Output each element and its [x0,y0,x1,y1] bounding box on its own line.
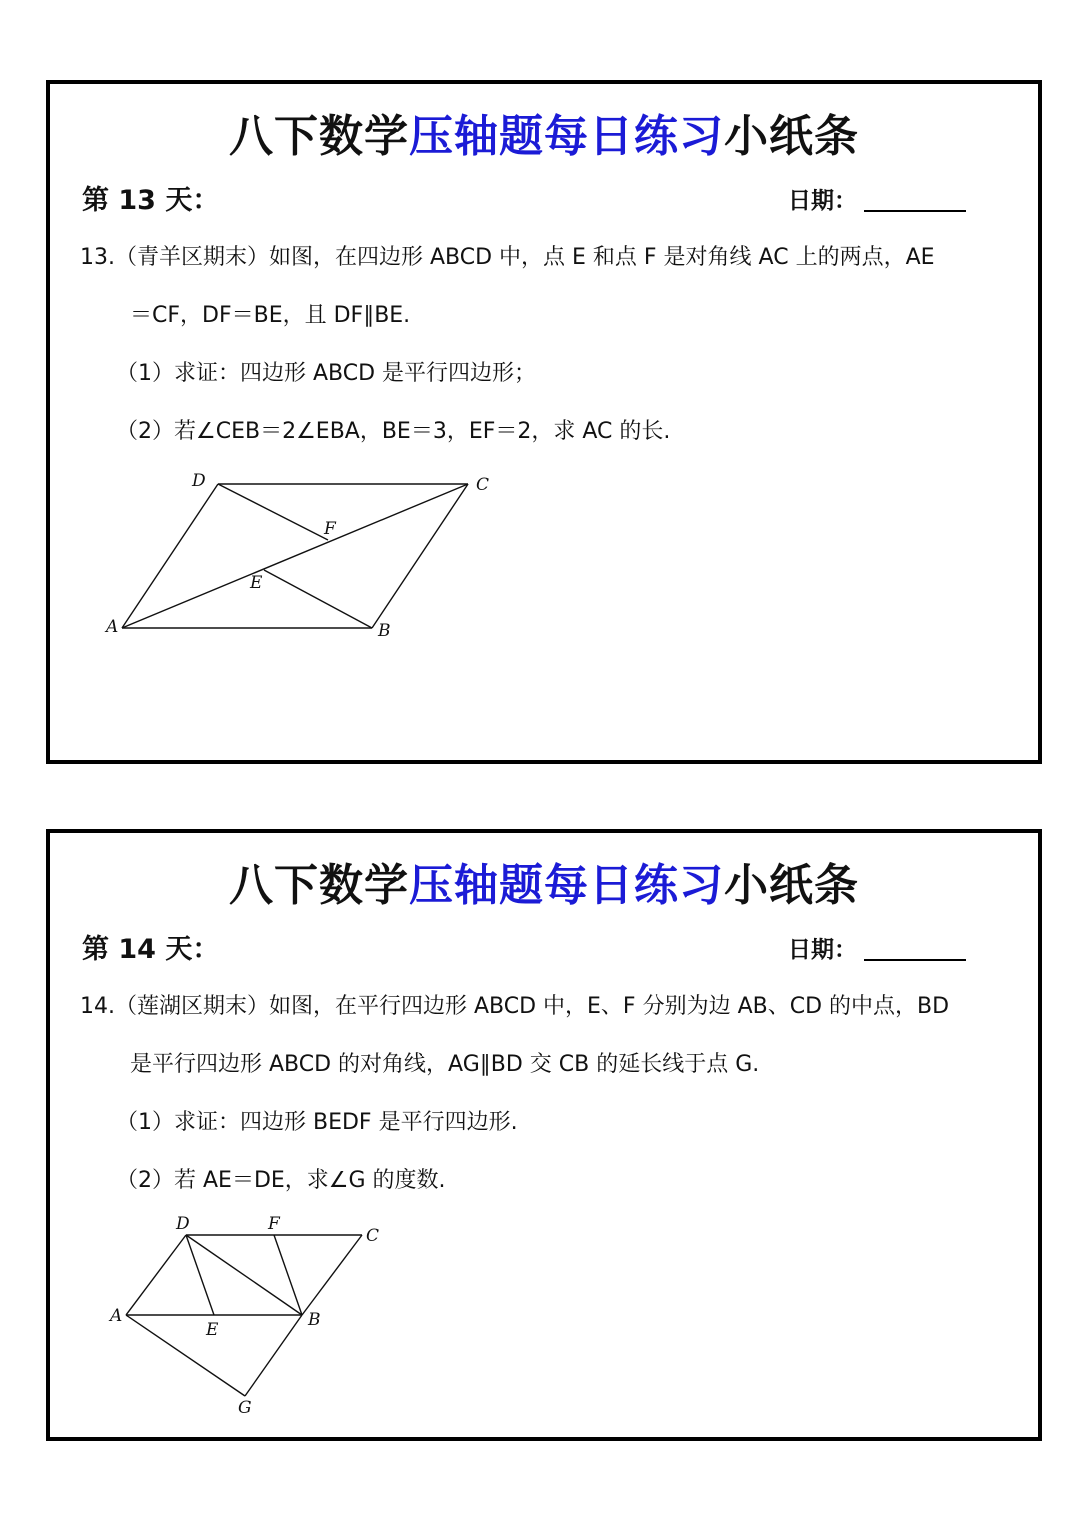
point-label-e: E [250,573,263,593]
point-label-d: D [176,1214,190,1234]
edge-bc [302,1235,362,1315]
title-part-black-1: 八下数学 [229,111,409,162]
date-blank-line [864,959,966,961]
day-label: 第 14 天： [82,934,220,965]
date-blank-line [864,210,966,212]
card-title [50,100,1038,164]
segment-gb [245,1315,302,1396]
diagonal-ac [122,484,468,628]
question-part-1: （1）求证：四边形 BEDF 是平行四边形. [116,1110,518,1135]
point-label-f: F [324,519,336,539]
parallelogram-figure-14 [106,1211,406,1417]
date-label: 日期： [788,188,857,214]
parallelogram-figure-13 [102,464,522,654]
point-label-d: D [192,471,206,491]
question-part-2: （2）若 AE＝DE，求∠G 的度数. [116,1168,446,1193]
segment-ag [126,1315,245,1396]
practice-card-day-14 [46,829,1042,1441]
point-label-a: A [106,617,119,637]
segment-df [218,484,328,540]
problem-text-line-2: 是平行四边形 ABCD 的对角线，AG∥BD 交 CB 的延长线于点 G. [130,1052,760,1077]
point-label-e: E [206,1320,219,1340]
day-label: 第 13 天： [82,185,220,216]
diagonal-bd [186,1235,302,1315]
segment-fb [274,1235,302,1315]
edge-bc [372,484,468,628]
title-part-black-2: 小纸条 [724,860,859,911]
card-title [50,849,1038,913]
edge-da [122,484,218,628]
title-part-black-2: 小纸条 [724,111,859,162]
problem-text-line-1: 14.（莲湖区期末）如图，在平行四边形 ABCD 中，E、F 分别为边 AB、CD 的中点，BD [80,994,950,1019]
title-part-black-1: 八下数学 [229,860,409,911]
practice-card-day-13 [46,80,1042,764]
edge-da [126,1235,186,1315]
point-label-f: F [268,1214,280,1234]
question-part-1: （1）求证：四边形 ABCD 是平行四边形； [116,361,537,386]
question-part-2: （2）若∠CEB＝2∠EBA，BE＝3，EF＝2，求 AC 的长. [116,419,671,444]
segment-de [186,1235,214,1315]
date-label: 日期： [788,937,857,963]
problem-text-line-2: ＝CF，DF＝BE，且 DF∥BE. [130,303,411,328]
problem-text-line-1: 13.（青羊区期末）如图，在四边形 ABCD 中，点 E 和点 F 是对角线 AC 上的两点，AE [80,245,935,270]
point-label-g: G [238,1398,252,1417]
point-label-a: A [110,1306,123,1326]
segment-be [264,570,372,628]
title-part-blue: 压轴题每日练习 [409,860,724,911]
point-label-c: C [476,475,490,495]
point-label-b: B [378,621,391,641]
point-label-c: C [366,1226,380,1246]
point-label-b: B [308,1310,321,1330]
title-part-blue: 压轴题每日练习 [409,111,724,162]
